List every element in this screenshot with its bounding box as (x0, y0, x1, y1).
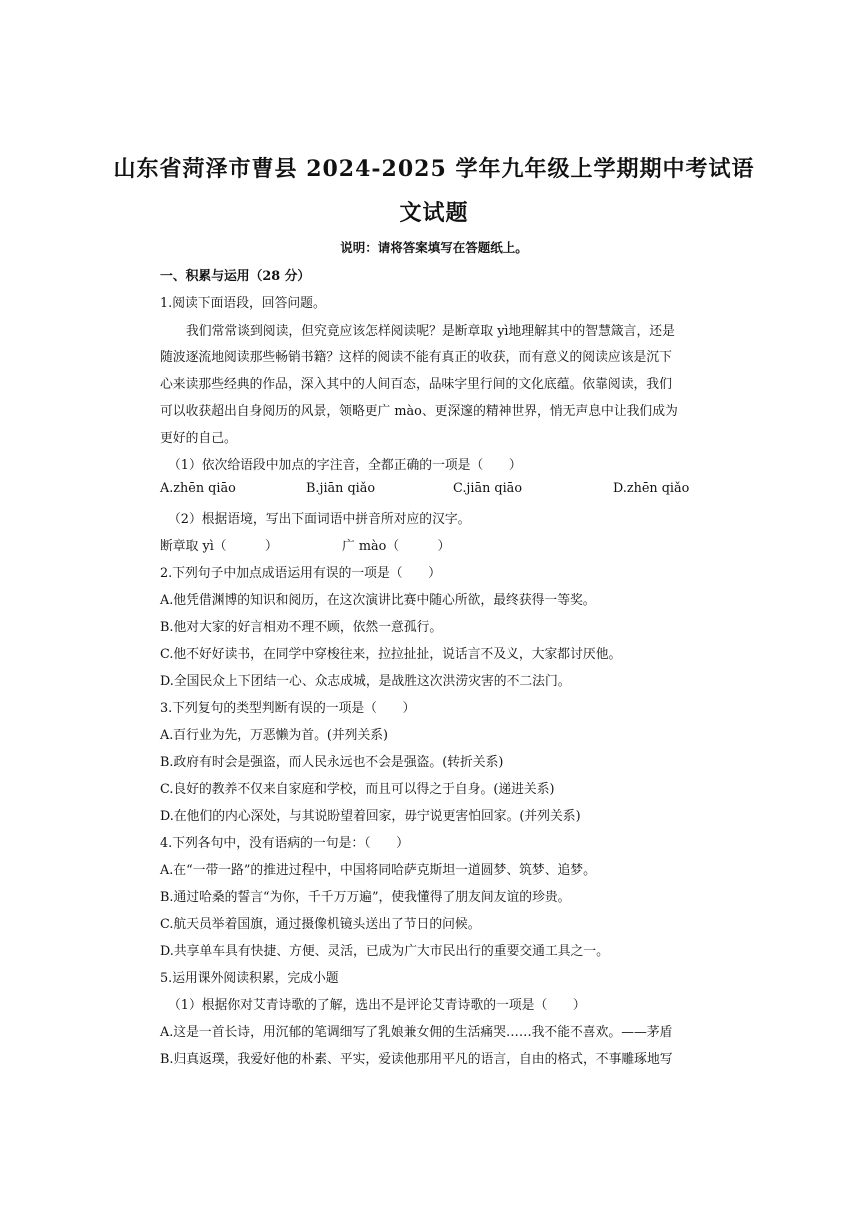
question-5-sub-1: （1）根据你对艾青诗歌的了解，选出不是评论艾青诗歌的一项是（ ） (168, 998, 586, 1013)
passage-line: 更好的自己。 (160, 431, 237, 446)
blank-1: 断章取 yì（ ） (160, 539, 278, 554)
section-heading: 一、积累与运用（28 分） (160, 269, 311, 284)
question-2-option: C.他不好好读书，在同学中穿梭往来，拉拉扯扯，说话言不及义，大家都讨厌他。 (160, 647, 622, 662)
question-5-option: B.归真返璞，我爱好他的朴素、平实，爱读他那用平凡的语言，自由的格式，不事雕琢地写 (160, 1052, 673, 1067)
exam-instruction: 说明：请将答案填写在答题纸上。 (340, 240, 528, 255)
passage-line: 我们常常谈到阅读，但究竟应该怎样阅读呢？是断章取 yì地理解其中的智慧箴言，还是 (186, 324, 675, 339)
question-4-option: B.通过哈桑的誓言“为你，千千万万遍”，使我懂得了朋友间友谊的珍贵。 (160, 890, 571, 905)
question-4-option: A.在“一带一路”的推进过程中，中国将同哈萨克斯坦一道圆梦、筑梦、追梦。 (160, 863, 596, 878)
question-5-option: A.这是一首长诗，用沉郁的笔调细写了乳娘兼女佣的生活痛哭……我不能不喜欢。——茅盾 (160, 1025, 673, 1040)
question-3-stem: 3.下列复句的类型判断有误的一项是（ ） (160, 701, 416, 716)
question-3-option: D.在他们的内心深处，与其说盼望着回家，毋宁说更害怕回家。(并列关系) (160, 809, 581, 824)
option-d: D.zhēn qiǎo (613, 481, 690, 496)
question-3-option: B.政府有时会是强盗，而人民永远也不会是强盗。(转折关系) (160, 755, 504, 770)
question-1-sub-1: （1）依次给语段中加点的字注音，全都正确的一项是（ ） (168, 458, 522, 473)
option-b: B.jiān qiǎo (306, 481, 376, 496)
question-2-option: D.全国民众上下团结一心、众志成城，是战胜这次洪涝灾害的不二法门。 (160, 674, 571, 689)
passage-line: 心来读那些经典的作品，深入其中的人间百态，品味字里行间的文化底蕴。依靠阅读，我们 (160, 377, 672, 392)
question-2-stem: 2.下列句子中加点成语运用有误的一项是（ ） (160, 566, 441, 581)
question-1-sub-2: （2）根据语境，写出下面词语中拼音所对应的汉字。 (168, 512, 471, 527)
blank-2: 广 mào（ ） (342, 539, 451, 554)
question-4-stem: 4.下列各句中，没有语病的一句是：（ ） (160, 836, 409, 851)
passage-line: 可以收获超出自身阅历的风景，领略更广 mào、更深邃的精神世界，悄无声息中让我们成为 (160, 404, 678, 419)
passage-line: 随波逐流地阅读那些畅销书籍？这样的阅读不能有真正的收获，而有意义的阅读应该是沉下 (160, 350, 672, 365)
question-4-option: C.航天员举着国旗，通过摄像机镜头送出了节日的问候。 (160, 917, 481, 932)
question-3-option: C.良好的教养不仅来自家庭和学校，而且可以得之于自身。(递进关系) (160, 782, 555, 797)
question-2-option: B.他对大家的好言相劝不理不顾，依然一意孤行。 (160, 620, 443, 635)
option-c: C.jiān qiāo (453, 481, 523, 496)
question-1-stem: 1.阅读下面语段，回答问题。 (160, 296, 326, 311)
question-5-stem: 5.运用课外阅读积累，完成小题 (160, 971, 339, 986)
question-3-option: A.百行业为先，万恶懒为首。(并列关系) (160, 728, 389, 743)
option-a: A.zhēn qiāo (160, 481, 236, 496)
exam-title-line-2: 文试题 (399, 200, 469, 226)
exam-title-line-1: 山东省菏泽市曹县 2024-2025 学年九年级上学期期中考试语 (113, 156, 755, 182)
question-4-option: D.共享单车具有快捷、方便、灵活，已成为广大市民出行的重要交通工具之一。 (160, 944, 609, 959)
question-2-option: A.他凭借渊博的知识和阅历，在这次演讲比赛中随心所欲，最终获得一等奖。 (160, 593, 596, 608)
